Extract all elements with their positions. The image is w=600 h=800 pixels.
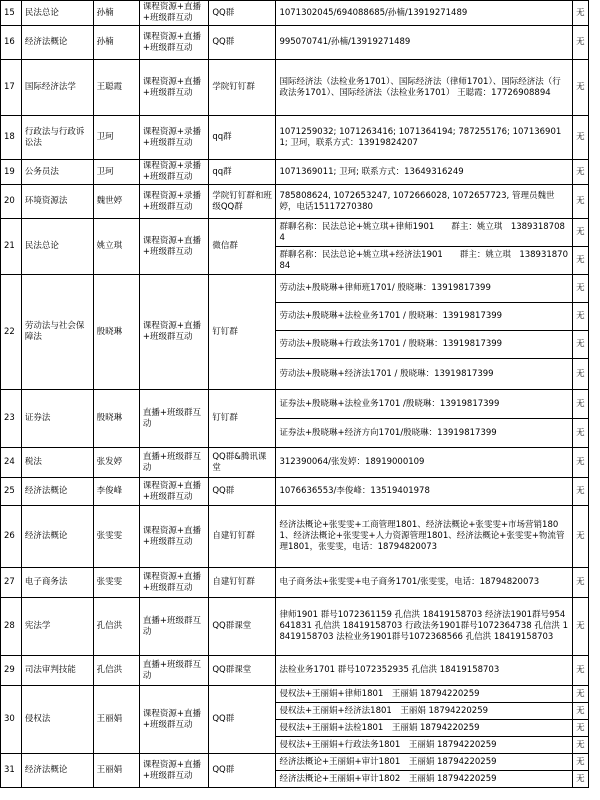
table-row [1, 448, 589, 478]
extra-flag: 无 [572, 359, 588, 390]
extra-flag: 无 [572, 247, 588, 275]
row-number: 17 [1, 60, 22, 116]
contact-details: 785808624, 1072653247, 1072666028, 1072657723, 管理员魏世婷，电话15117270380 [276, 185, 572, 219]
platform-tool: QQ群课堂 [209, 598, 276, 656]
extra-flag: 无 [572, 419, 588, 448]
teacher-name: 王丽娟 [93, 686, 139, 754]
extra-flag: 无 [572, 185, 588, 219]
contact-details: 995070741/孙楠/13919271489 [276, 26, 572, 60]
extra-flag: 无 [572, 390, 588, 419]
table-row [1, 1, 589, 26]
row-number: 29 [1, 656, 22, 686]
extra-flag: 无 [572, 26, 588, 60]
teaching-mode: 课程资源+直播+班级群互动 [139, 754, 208, 788]
extra-flag: 无 [572, 754, 588, 771]
platform-tool: 微信群 [209, 219, 276, 275]
teacher-name: 孙楠 [93, 26, 139, 60]
contact-details: 群聊名称：民法总论+姚立琪+律师1901 群主：姚立琪 13893187084 [276, 219, 572, 247]
course-name: 民法总论 [21, 1, 93, 26]
teacher-name: 张雯雯 [93, 568, 139, 598]
extra-flag: 无 [572, 303, 588, 331]
table-row [1, 116, 589, 160]
table-row [1, 26, 589, 60]
course-name: 司法审判技能 [21, 656, 93, 686]
table-row [1, 754, 589, 771]
extra-flag: 无 [572, 656, 588, 686]
contact-details: 1071259032; 1071263416; 1071364194; 787255176; 1071369011; 卫珂，联系方式：13919824207 [276, 116, 572, 160]
contact-details: 侵权法+王丽娟+经济法1801 王丽娟 18794220259 [276, 703, 572, 720]
extra-flag: 无 [572, 448, 588, 478]
teacher-name: 王丽娟 [93, 754, 139, 788]
contact-details: 群聊名称：民法总论+姚立琪+经济法1901 群主：姚立琪 13893187084 [276, 247, 572, 275]
platform-tool: 钉钉群 [209, 390, 276, 448]
row-number: 22 [1, 275, 22, 390]
contact-details: 劳动法+殷晓琳+律师班1701/ 殷晓琳：13919817399 [276, 275, 572, 303]
teaching-mode: 课程资源+直播+班级群互动 [139, 26, 208, 60]
extra-flag: 无 [572, 1, 588, 26]
extra-flag: 无 [572, 720, 588, 737]
row-number: 26 [1, 506, 22, 568]
platform-tool: 钉钉群 [209, 275, 276, 390]
teaching-mode: 课程资源+直播+班级群互动 [139, 219, 208, 275]
course-name: 行政法与行政诉讼法 [21, 116, 93, 160]
teaching-mode: 直播+班级群互动 [139, 448, 208, 478]
table-row [1, 686, 589, 703]
extra-flag: 无 [572, 60, 588, 116]
platform-tool: 学院钉钉群 [209, 60, 276, 116]
platform-tool: qq群 [209, 116, 276, 160]
row-number: 28 [1, 598, 22, 656]
row-number: 24 [1, 448, 22, 478]
extra-flag: 无 [572, 160, 588, 185]
teacher-name: 卫珂 [93, 116, 139, 160]
teaching-mode: 直播+班级群互动 [139, 390, 208, 448]
table-row [1, 598, 589, 656]
row-number: 18 [1, 116, 22, 160]
teaching-mode: 直播+班级群互动 [139, 656, 208, 686]
extra-flag: 无 [572, 737, 588, 754]
course-table-body [1, 1, 589, 788]
course-name: 经济法概论 [21, 506, 93, 568]
contact-details: 劳动法+殷晓琳+经济法1701 / 殷晓琳：13919817399 [276, 359, 572, 390]
contact-details: 律师1901 群号1072361159 孔信洪 18419158703 经济法1901群号954641831 孔信洪 18419158703 行政法务1901群号1072364738 孔信洪 18419158703 法检业务1901群号1072368566 孔信洪 18419158703 [276, 598, 572, 656]
teacher-name: 魏世婷 [93, 185, 139, 219]
platform-tool: QQ群 [209, 478, 276, 506]
teacher-name: 孔信洪 [93, 656, 139, 686]
table-row [1, 160, 589, 185]
row-number: 27 [1, 568, 22, 598]
course-name: 公务员法 [21, 160, 93, 185]
teaching-mode: 课程资源+录播+班级群互动 [139, 160, 208, 185]
row-number: 19 [1, 160, 22, 185]
contact-details: 侵权法+王丽娟+律师1801 王丽娟 18794220259 [276, 686, 572, 703]
contact-details: 劳动法+殷晓琳+法检业务1701 / 殷晓琳：13919817399 [276, 303, 572, 331]
extra-flag: 无 [572, 568, 588, 598]
contact-details: 1076636553/李俊峰：13519401978 [276, 478, 572, 506]
contact-details: 法检业务1701 群号1072352935 孔信洪 18419158703 [276, 656, 572, 686]
extra-flag: 无 [572, 703, 588, 720]
course-name: 经济法概论 [21, 26, 93, 60]
platform-tool: QQ群 [209, 686, 276, 754]
contact-details: 1071369011; 卫珂; 联系方式：13649316249 [276, 160, 572, 185]
extra-flag: 无 [572, 686, 588, 703]
platform-tool: QQ群&腾讯课堂 [209, 448, 276, 478]
row-number: 16 [1, 26, 22, 60]
teacher-name: 孔信洪 [93, 598, 139, 656]
teaching-mode: 直播+班级群互动 [139, 598, 208, 656]
course-name: 民法总论 [21, 219, 93, 275]
teaching-mode: 课程资源+直播+班级群互动 [139, 686, 208, 754]
table-row [1, 219, 589, 247]
platform-tool: QQ群 [209, 754, 276, 788]
extra-flag: 无 [572, 116, 588, 160]
course-name: 电子商务法 [21, 568, 93, 598]
contact-details: 经济法概论+王丽娟+审计1802 王丽娟 18794220259 [276, 771, 572, 788]
contact-details: 电子商务法+张雯雯+电子商务1701/张雯雯，电话：18794820073 [276, 568, 572, 598]
teaching-mode: 课程资源+直播+班级群互动 [139, 60, 208, 116]
platform-tool: 学院钉钉群和班级QQ群 [209, 185, 276, 219]
contact-details: 国际经济法（法检业务1701）、国际经济法（律师1701）、国际经济法（行政法务1701）、国际经济法（法检业务1701） 王聪霞：17726908894 [276, 60, 572, 116]
extra-flag: 无 [572, 331, 588, 359]
table-row [1, 478, 589, 506]
row-number: 31 [1, 754, 22, 788]
teacher-name: 卫珂 [93, 160, 139, 185]
contact-details: 312390064/张发婷：18919000109 [276, 448, 572, 478]
extra-flag: 无 [572, 771, 588, 788]
course-name: 侵权法 [21, 686, 93, 754]
extra-flag: 无 [572, 478, 588, 506]
contact-details: 证券法+殷晓琳+经济方向1701/殷晓琳：13919817399 [276, 419, 572, 448]
course-name: 宪法学 [21, 598, 93, 656]
contact-details: 劳动法+殷晓琳+行政法务1701 / 殷晓琳：13919817399 [276, 331, 572, 359]
teacher-name: 殷晓琳 [93, 390, 139, 448]
teacher-name: 李俊峰 [93, 478, 139, 506]
teacher-name: 张发婷 [93, 448, 139, 478]
teacher-name: 张雯雯 [93, 506, 139, 568]
teacher-name: 姚立琪 [93, 219, 139, 275]
teaching-mode: 课程资源+录播+班级群互动 [139, 185, 208, 219]
teaching-mode: 课程资源+直播+班级群互动 [139, 568, 208, 598]
course-name: 劳动法与社会保障法 [21, 275, 93, 390]
course-name: 国际经济法学 [21, 60, 93, 116]
teaching-mode: 课程资源+直播+班级群互动 [139, 506, 208, 568]
teacher-name: 王聪霞 [93, 60, 139, 116]
extra-flag: 无 [572, 598, 588, 656]
course-name: 经济法概论 [21, 478, 93, 506]
platform-tool: QQ群课堂 [209, 656, 276, 686]
platform-tool: QQ群 [209, 1, 276, 26]
teaching-mode: 课程资源+直播+班级群互动 [139, 275, 208, 390]
contact-details: 侵权法+王丽娟+法检1801 王丽娟 18794220259 [276, 720, 572, 737]
teaching-mode: 课程资源+直播+班级群互动 [139, 1, 208, 26]
extra-flag: 无 [572, 275, 588, 303]
contact-details: 证券法+殷晓琳+法检业务1701 /殷晓琳：13919817399 [276, 390, 572, 419]
teaching-mode: 课程资源+直播+班级群互动 [139, 478, 208, 506]
teacher-name: 殷晓琳 [93, 275, 139, 390]
teacher-name: 孙楠 [93, 1, 139, 26]
platform-tool: QQ群 [209, 26, 276, 60]
table-row [1, 390, 589, 419]
row-number: 30 [1, 686, 22, 754]
platform-tool: 自建钉钉群 [209, 506, 276, 568]
row-number: 23 [1, 390, 22, 448]
table-row [1, 568, 589, 598]
contact-details: 侵权法+王丽娟+行政法务1801 王丽娟 18794220259 [276, 737, 572, 754]
row-number: 25 [1, 478, 22, 506]
course-name: 证券法 [21, 390, 93, 448]
table-row [1, 275, 589, 303]
contact-details: 经济法概论+张雯雯+工商管理1801、经济法概论+张雯雯+市场营销1801、经济法概论+张雯雯+人力资源管理1801、经济法概论+张雯雯+物流管理1801，张雯雯，电话：18794820073 [276, 506, 572, 568]
table-row [1, 506, 589, 568]
table-row [1, 60, 589, 116]
extra-flag: 无 [572, 506, 588, 568]
contact-details: 1071302045/694088685/孙楠/13919271489 [276, 1, 572, 26]
table-row [1, 185, 589, 219]
table-row [1, 656, 589, 686]
teaching-mode: 课程资源+录播+班级群互动 [139, 116, 208, 160]
contact-details: 经济法概论+王丽娟+审计1801 王丽娟 18794220259 [276, 754, 572, 771]
platform-tool: qq群 [209, 160, 276, 185]
course-name: 环境资源法 [21, 185, 93, 219]
row-number: 15 [1, 1, 22, 26]
platform-tool: 自建钉钉群 [209, 568, 276, 598]
course-name: 税法 [21, 448, 93, 478]
row-number: 20 [1, 185, 22, 219]
course-name: 经济法概论 [21, 754, 93, 788]
row-number: 21 [1, 219, 22, 275]
extra-flag: 无 [572, 219, 588, 247]
